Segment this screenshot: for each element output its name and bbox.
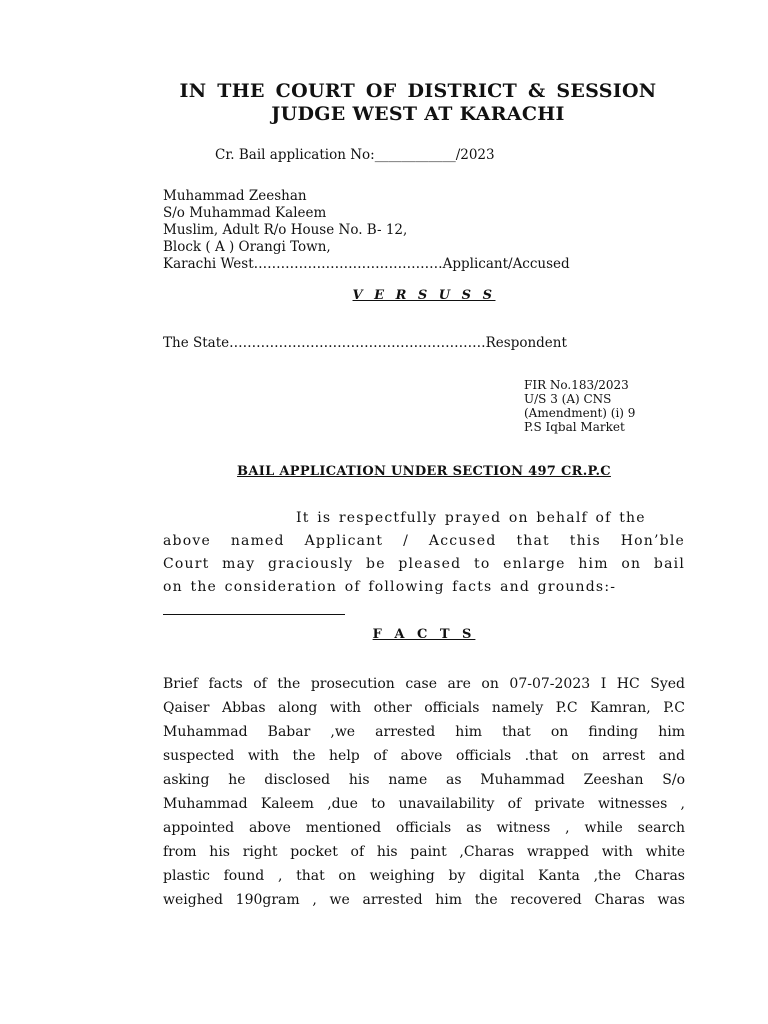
versus-heading: V E R S U S S xyxy=(352,288,496,303)
fir-police-station: P.S Iqbal Market xyxy=(524,420,625,434)
facts-line: weighed 190gram , we arrested him the recovered Charas was xyxy=(163,892,685,908)
applicant-role: Karachi West……………………………………Applicant/Accused xyxy=(163,256,570,272)
fir-amendment: (Amendment) (i) 9 xyxy=(524,406,636,420)
facts-line: Muhammad Babar ,we arrested him that on finding him xyxy=(163,724,685,740)
respondent-line: The State…………………………………………………Respondent xyxy=(163,335,567,351)
applicant-address-2: Block ( A ) Orangi Town, xyxy=(163,239,331,255)
prayer-line-1: It is respectfully prayed on behalf of the xyxy=(296,510,646,526)
court-heading-line-1: IN THE COURT OF DISTRICT & SESSION xyxy=(179,80,657,102)
fir-number: FIR No.183/2023 xyxy=(524,378,629,392)
facts-line: Muhammad Kaleem ,due to unavailability of private witnesses , xyxy=(163,796,685,812)
facts-line: Brief facts of the prosecution case are on 07-07-2023 I HC Syed xyxy=(163,676,685,692)
fir-section: U/S 3 (A) CNS xyxy=(524,392,612,406)
applicant-name: Muhammad Zeeshan xyxy=(163,188,307,204)
application-number: Cr. Bail application No:____________/2023 xyxy=(215,147,495,163)
facts-line: Qaiser Abbas along with other officials namely P.C Kamran, P.C xyxy=(163,700,685,716)
court-heading-line-2: JUDGE WEST AT KARACHI xyxy=(271,103,565,125)
facts-line: asking he disclosed his name as Muhammad Zeeshan S/o xyxy=(163,772,685,788)
applicant-parentage: S/o Muhammad Kaleem xyxy=(163,205,327,221)
facts-line: from his right pocket of his paint ,Charas wrapped with white xyxy=(163,844,685,860)
facts-heading: F A C T S xyxy=(372,627,476,642)
facts-line: suspected with the help of above officials .that on arrest and xyxy=(163,748,685,764)
underline-rule xyxy=(163,614,345,615)
prayer-line-4: on the consideration of following facts and grounds:- xyxy=(163,579,617,595)
bail-application-heading: BAIL APPLICATION UNDER SECTION 497 CR.P.C xyxy=(237,464,611,479)
prayer-line-2: above named Applicant / Accused that this Hon’ble xyxy=(163,533,685,549)
facts-line: appointed above mentioned officials as witness , while search xyxy=(163,820,685,836)
applicant-address-1: Muslim, Adult R/o House No. B- 12, xyxy=(163,222,408,238)
prayer-line-3: Court may graciously be pleased to enlarge him on bail xyxy=(163,556,685,572)
facts-line: plastic found , that on weighing by digital Kanta ,the Charas xyxy=(163,868,685,884)
